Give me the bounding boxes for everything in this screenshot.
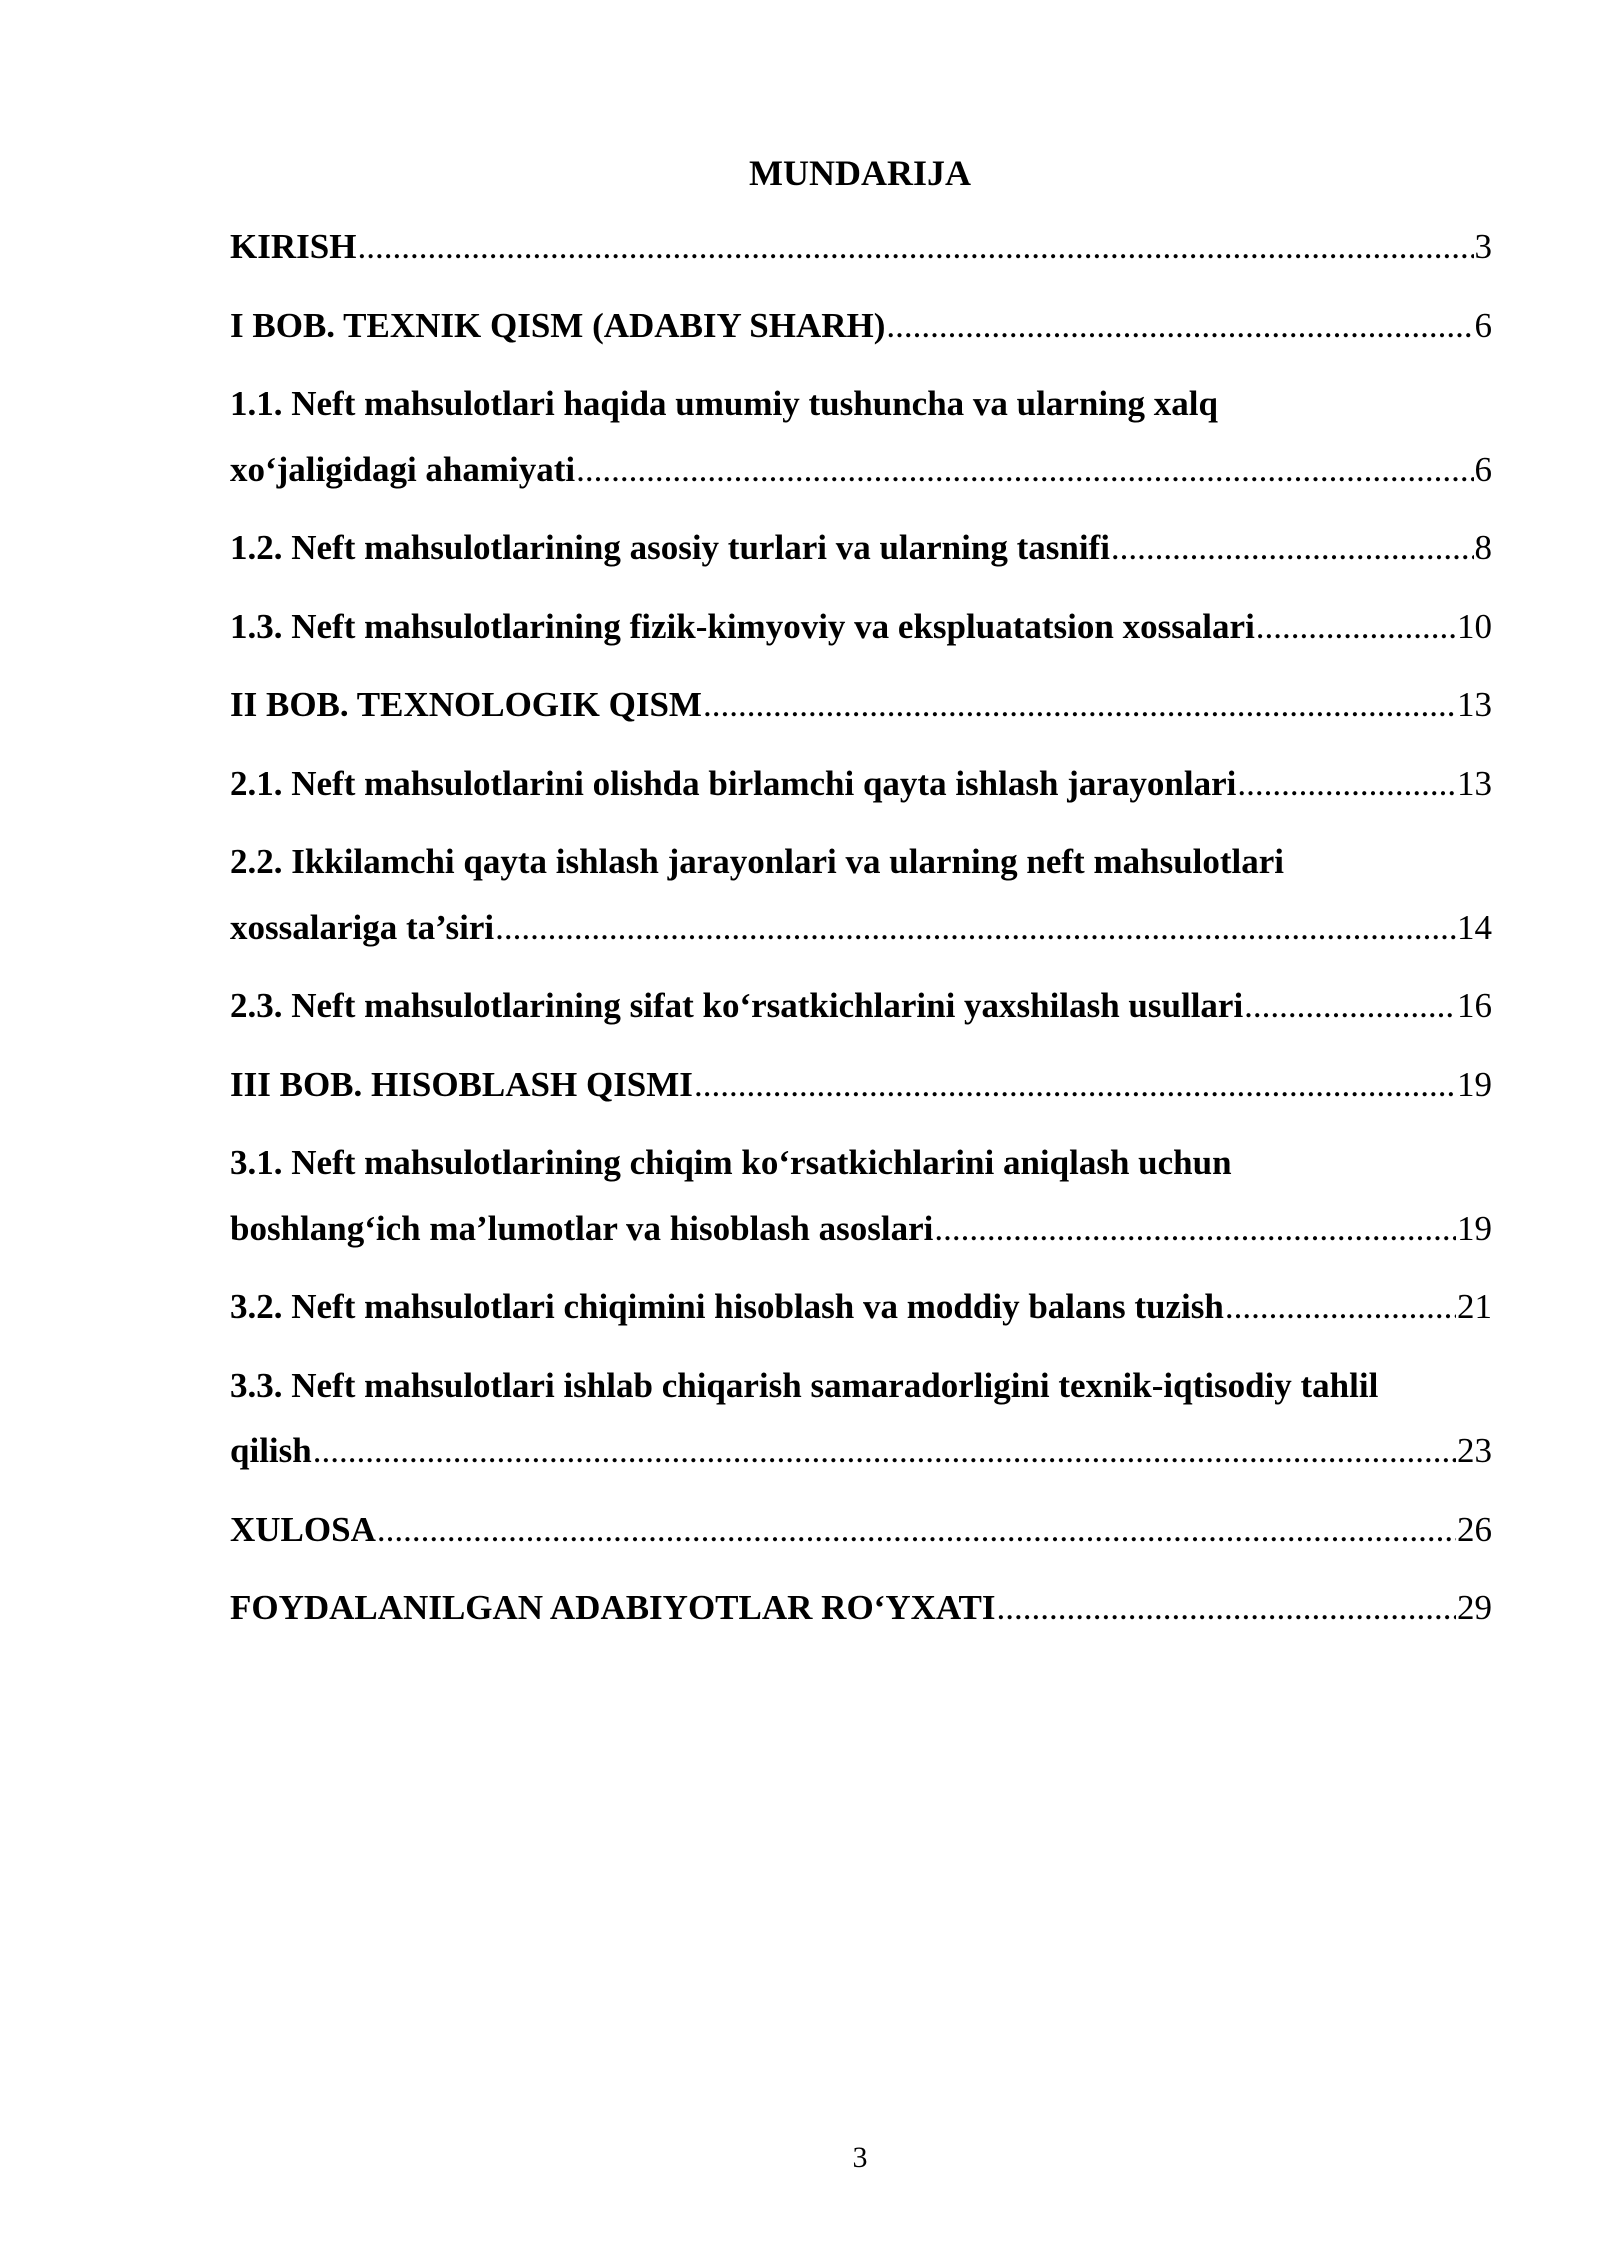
table-of-contents: [230, 214, 1492, 1654]
toc-entry-label: xossalariga ta’siri: [230, 907, 495, 947]
toc-entry-page-number: 16: [1457, 986, 1492, 1025]
toc-entry[interactable]: [230, 515, 1492, 581]
toc-entry-line: [230, 515, 1492, 581]
toc-entry-line: [230, 594, 1492, 660]
toc-entry-line: [230, 1274, 1492, 1340]
toc-entry-text-line: 3.3. Neft mahsulotlari ishlab chiqarish samaradorligini texnik-iqtisodiy tahlil: [230, 1365, 1379, 1405]
dot-leader: [703, 672, 1456, 738]
toc-entry-page-number: 10: [1457, 606, 1492, 646]
toc-entry-label: boshlang‘ich ma’lumotlar va hisoblash asoslari: [230, 1208, 934, 1248]
dot-leader: [1237, 751, 1456, 817]
dot-leader: [495, 895, 1456, 961]
toc-entry-label: xo‘jaligidagi ahamiyati: [230, 449, 576, 489]
toc-entry-line: [230, 1418, 1492, 1484]
toc-entry-page-number: 13: [1457, 685, 1492, 724]
dot-leader: [1111, 515, 1474, 581]
toc-entry[interactable]: [230, 1130, 1492, 1261]
toc-entry-page-number: 21: [1457, 1287, 1492, 1326]
toc-entry-line: [230, 437, 1492, 503]
dot-leader: [934, 1196, 1456, 1262]
page-title: MUNDARIJA: [749, 153, 971, 193]
toc-entry-page-number: 23: [1457, 1431, 1492, 1470]
toc-entry-page-number: 26: [1457, 1509, 1492, 1549]
dot-leader: [1225, 1274, 1456, 1340]
toc-entry-label: FOYDALANILGAN ADABIYOTLAR RO‘YXATI: [230, 1588, 996, 1627]
toc-entry-label: II BOB. TEXNOLOGIK QISM: [230, 685, 702, 724]
toc-entry-label: III BOB. HISOBLASH QISMI: [230, 1064, 693, 1104]
toc-entry-line: [230, 293, 1492, 359]
toc-entry[interactable]: [230, 672, 1492, 738]
toc-entry[interactable]: [230, 293, 1492, 359]
dot-leader: [694, 1052, 1456, 1118]
dot-leader: [997, 1575, 1456, 1641]
toc-entry[interactable]: [230, 1353, 1492, 1484]
toc-entry-label: KIRISH: [230, 227, 357, 266]
toc-entry[interactable]: [230, 1052, 1492, 1118]
toc-entry[interactable]: [230, 594, 1492, 660]
toc-entry[interactable]: [230, 214, 1492, 280]
toc-entry[interactable]: [230, 1497, 1492, 1563]
toc-entry[interactable]: [230, 829, 1492, 960]
toc-entry-page-number: 29: [1457, 1588, 1492, 1627]
dot-leader: [313, 1418, 1456, 1484]
toc-entry-line: [230, 1497, 1492, 1563]
toc-entry-line: [230, 1196, 1492, 1262]
toc-entry-line: [230, 1052, 1492, 1118]
toc-entry-label: 1.2. Neft mahsulotlarining asosiy turlari va ularning tasnifi: [230, 528, 1110, 567]
toc-entry-page-number: 19: [1457, 1208, 1492, 1248]
toc-entry-page-number: 6: [1474, 305, 1492, 345]
toc-entry-line: [230, 751, 1492, 817]
dot-leader: [576, 437, 1473, 503]
toc-entry-page-number: 3: [1474, 227, 1492, 266]
toc-entry-label: XULOSA: [230, 1509, 376, 1549]
toc-entry-page-number: 19: [1457, 1064, 1492, 1104]
toc-entry-page-number: 8: [1474, 528, 1492, 567]
toc-entry-page-number: 14: [1457, 907, 1492, 947]
toc-entry-label: 1.3. Neft mahsulotlarining fizik-kimyoviy va ekspluatatsion xossalari: [230, 606, 1255, 646]
toc-entry-page-number: 13: [1457, 763, 1492, 803]
page-number: 3: [852, 2141, 868, 2174]
dot-leader: [886, 293, 1473, 359]
toc-entry-label: 2.3. Neft mahsulotlarining sifat ko‘rsatkichlarini yaxshilash usullari: [230, 986, 1244, 1025]
dot-leader: [1256, 594, 1456, 660]
dot-leader: [1244, 973, 1456, 1039]
toc-entry-label: I BOB. TEXNIK QISM (ADABIY SHARH): [230, 305, 886, 345]
toc-entry-line: [230, 214, 1492, 280]
toc-entry-text-line: 3.1. Neft mahsulotlarining chiqim ko‘rsatkichlarini aniqlash uchun: [230, 1143, 1232, 1182]
dot-leader: [377, 1497, 1456, 1563]
toc-entry-line: [230, 973, 1492, 1039]
toc-entry-line: [230, 672, 1492, 738]
toc-entry-label: 2.1. Neft mahsulotlarini olishda birlamchi qayta ishlash jarayonlari: [230, 763, 1237, 803]
toc-entry[interactable]: [230, 973, 1492, 1039]
toc-entry[interactable]: [230, 751, 1492, 817]
toc-entry-page-number: 6: [1474, 449, 1492, 489]
toc-entry[interactable]: [230, 371, 1492, 502]
toc-entry-line: [230, 895, 1492, 961]
dot-leader: [357, 214, 1473, 280]
toc-entry[interactable]: [230, 1274, 1492, 1340]
toc-entry-text-line: 1.1. Neft mahsulotlari haqida umumiy tushuncha va ularning xalq: [230, 384, 1218, 423]
toc-entry[interactable]: [230, 1575, 1492, 1641]
toc-entry-line: [230, 1575, 1492, 1641]
toc-entry-label: qilish: [230, 1431, 312, 1470]
toc-entry-text-line: 2.2. Ikkilamchi qayta ishlash jarayonlari va ularning neft mahsulotlari: [230, 842, 1285, 881]
toc-entry-label: 3.2. Neft mahsulotlari chiqimini hisoblash va moddiy balans tuzish: [230, 1287, 1224, 1326]
